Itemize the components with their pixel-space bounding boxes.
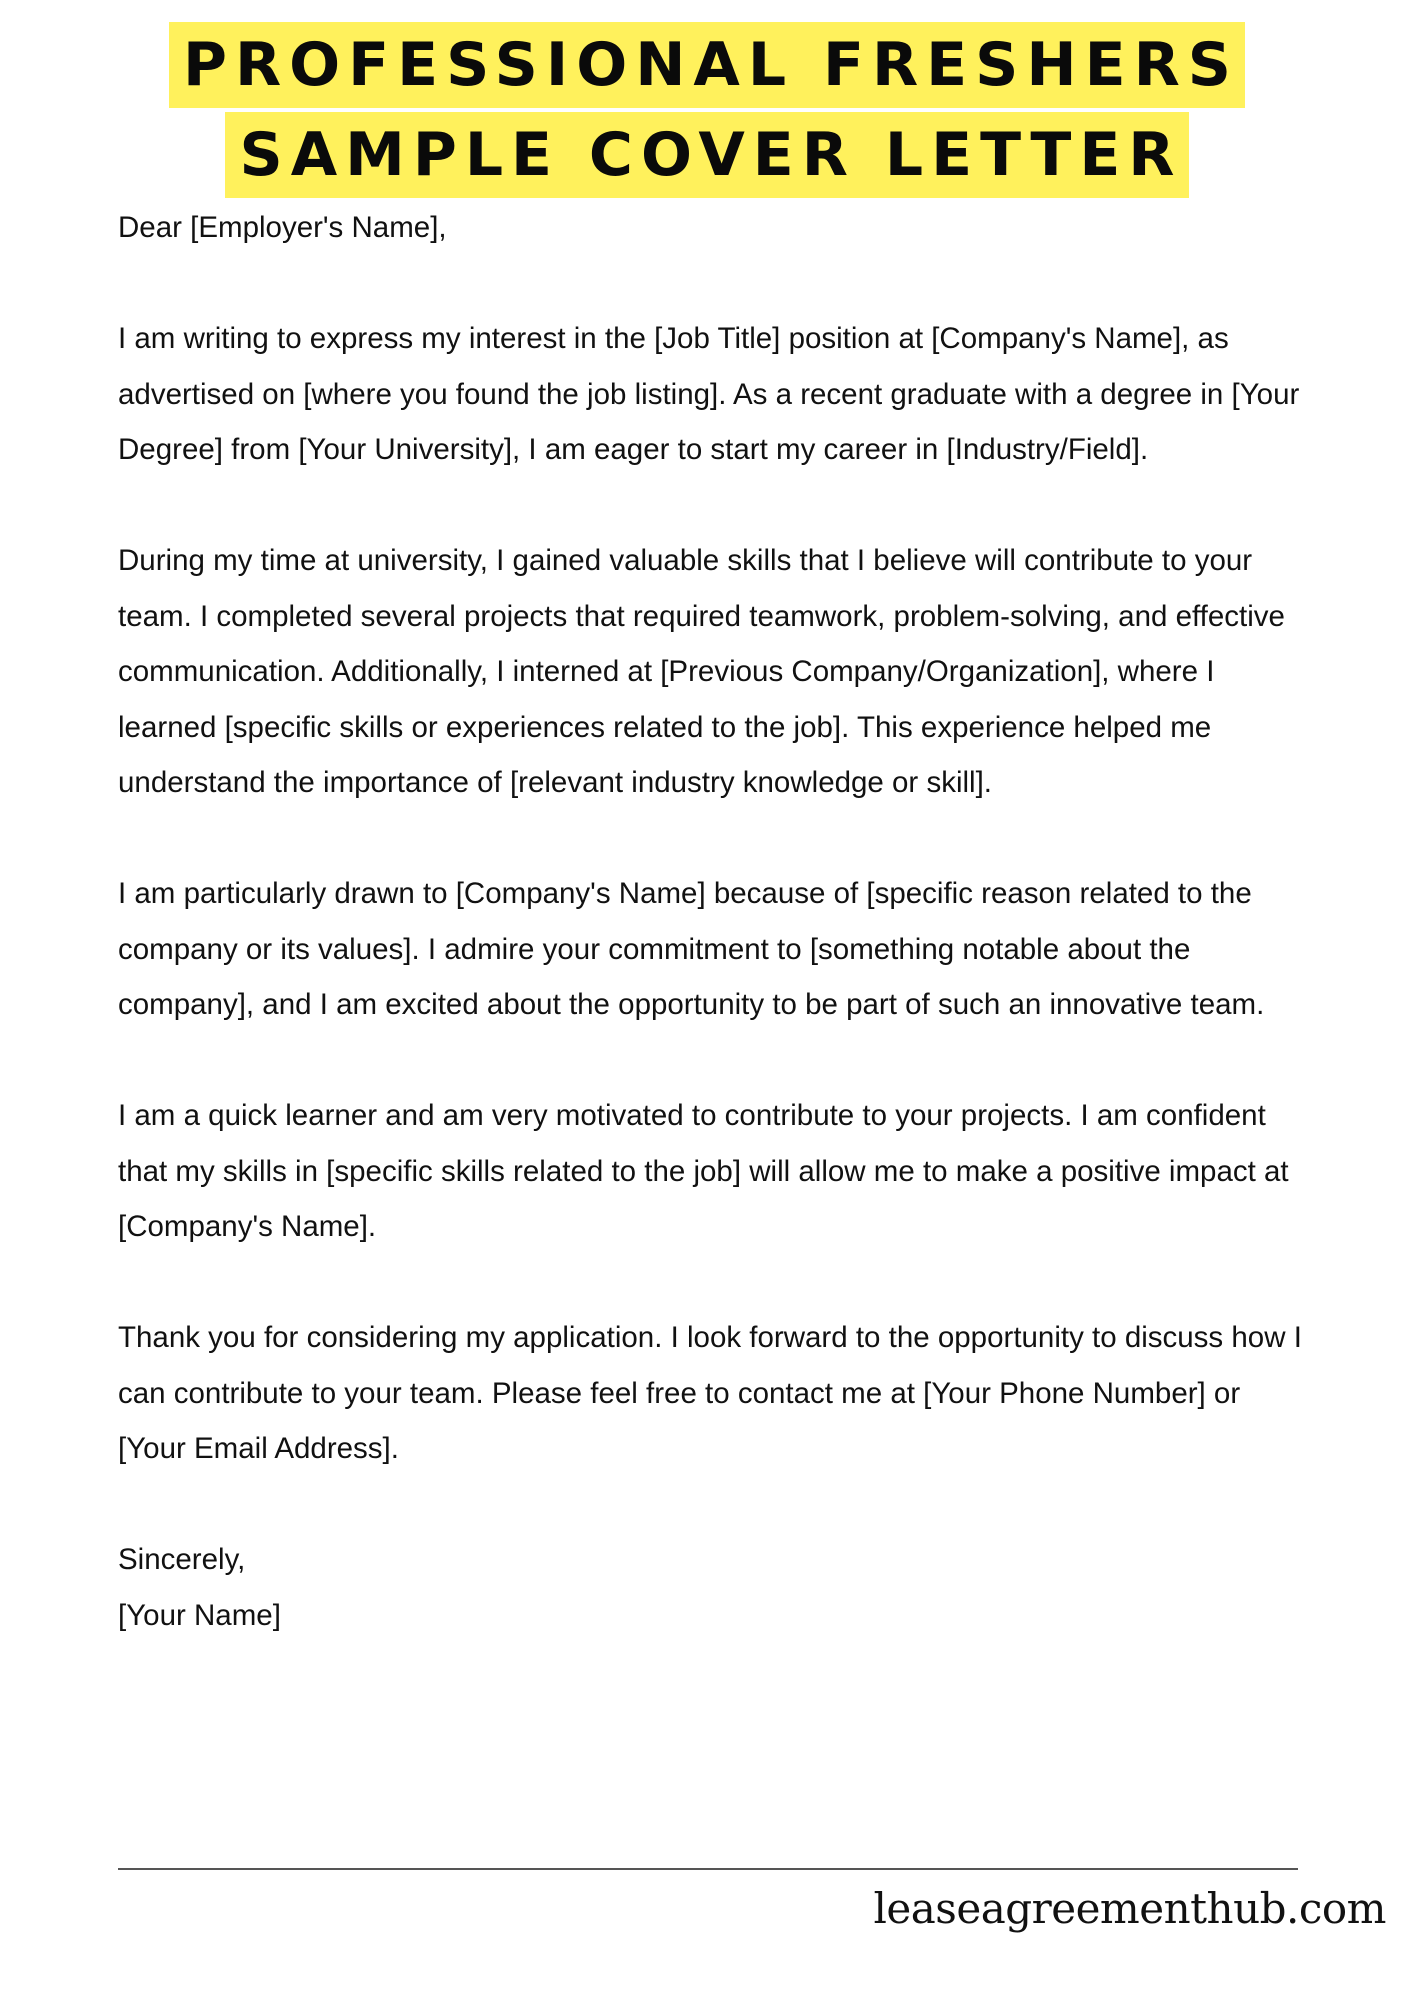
title-line-2: SAMPLE COVER LETTER	[225, 112, 1188, 198]
paragraph-1: I am writing to express my interest in the [Job Title] position at [Company's Name], as advertised on [where you found the job listing]. As a recent graduate with a degree in [Your Degree] from [Your University], I am eager to start my career in [Industry/Field].	[118, 322, 1300, 466]
footer-brand: leaseagreementhub.com	[873, 1884, 1386, 1933]
document-title	[0, 22, 1414, 198]
paragraph-4: I am a quick learner and am very motivated to contribute to your projects. I am confident that my skills in [specific skills related to the job] will allow me to make a positive impact at [Company's Name].	[118, 1099, 1289, 1243]
paragraph-3: I am particularly drawn to [Company's Name] because of [specific reason related to the company or its values]. I admire your commitment to [something notable about the company], and I am excited about the opportunity to be part of such an innovative team.	[118, 877, 1265, 1021]
salutation: Dear [Employer's Name],	[118, 211, 447, 244]
footer-divider	[118, 1868, 1298, 1870]
closing: Sincerely,	[118, 1543, 246, 1576]
closing-block	[118, 1532, 1308, 1643]
paragraph-5: Thank you for considering my application. I look forward to the opportunity to discuss how I can contribute to your team. Please feel free to contact me at [Your Phone Number] or [Your Email Address].	[118, 1321, 1302, 1465]
paragraph-2: During my time at university, I gained valuable skills that I believe will contribute to your team. I completed several projects that required teamwork, problem-solving, and effective communication. Additionally, I interned at [Previous Company/Organization], where I learned [specific skills or experiences related to the job]. This experience helped me understand the importance of [relevant industry knowledge or skill].	[118, 544, 1285, 799]
signature: [Your Name]	[118, 1598, 281, 1632]
title-line-1: PROFESSIONAL FRESHERS	[169, 22, 1245, 108]
letter-body	[118, 200, 1308, 1643]
